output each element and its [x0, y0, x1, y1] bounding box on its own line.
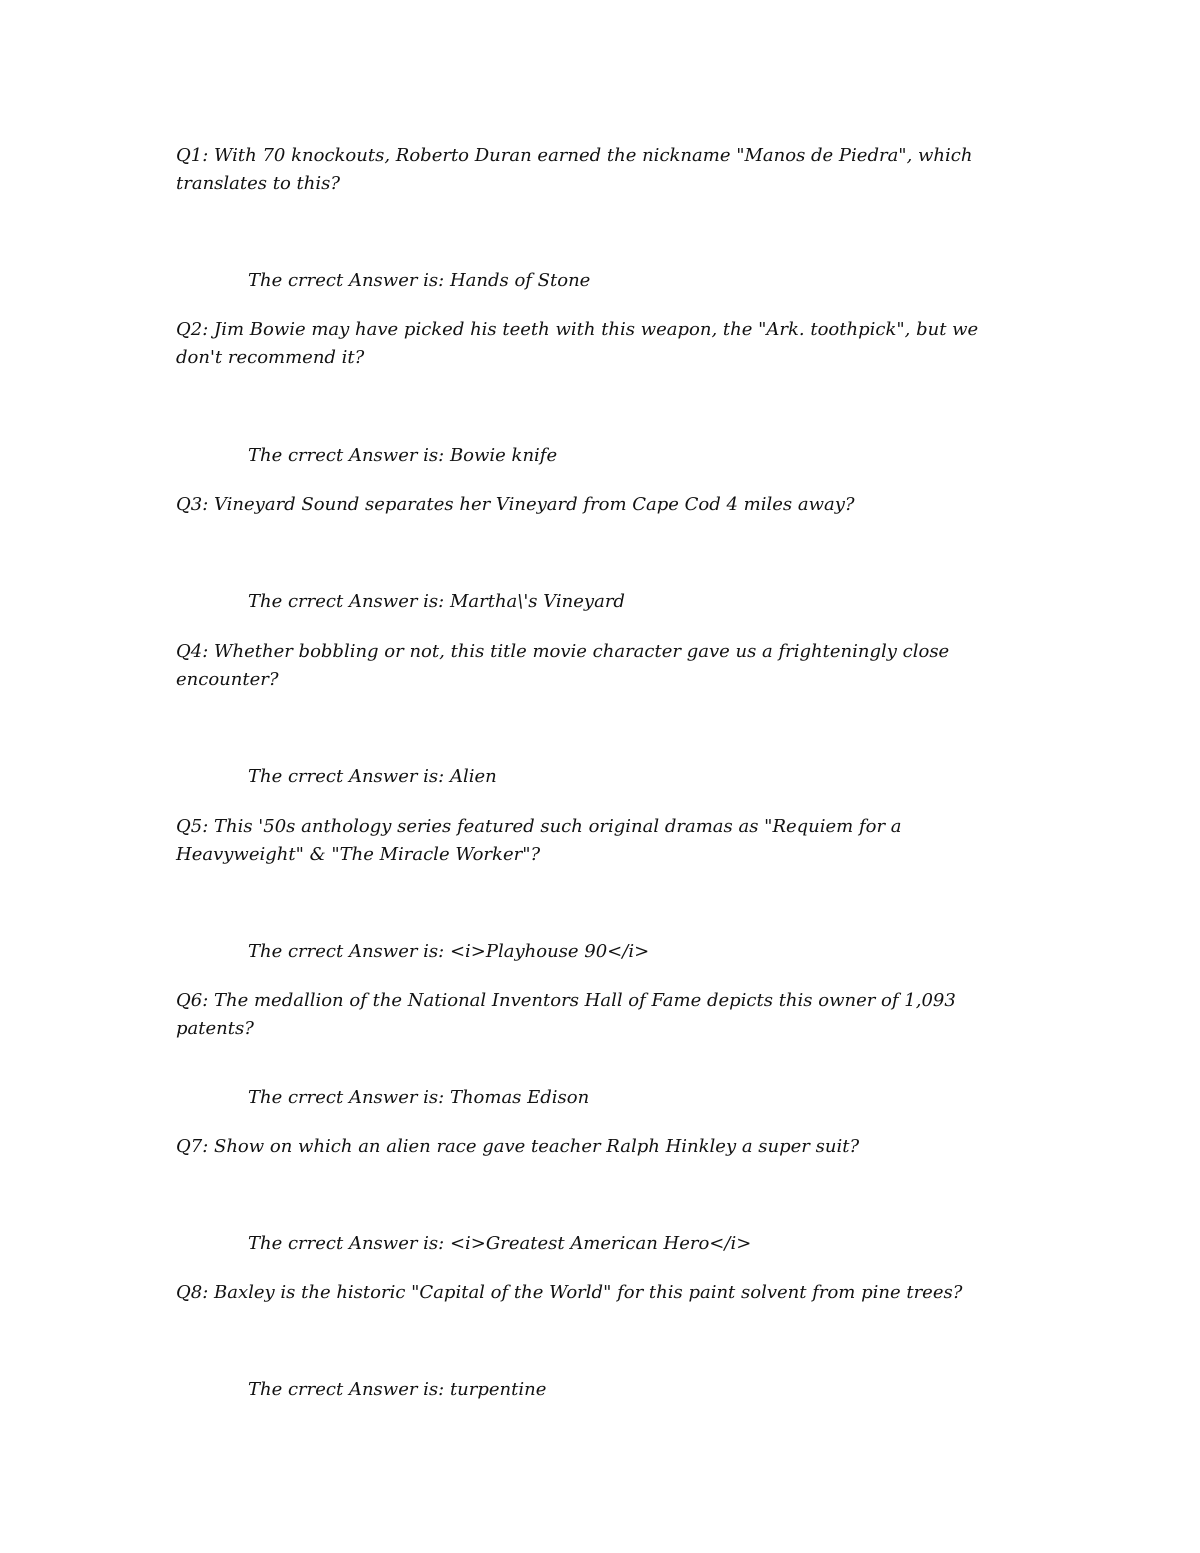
question-3: Q3: Vineyard Sound separates her Vineyard from Cape Cod 4 miles away?	[176, 494, 855, 515]
question-7: Q7: Show on which an alien race gave teacher Ralph Hinkley a super suit?	[176, 1136, 860, 1157]
answer-5: The crrect Answer is: <i>Playhouse 90</i>	[248, 941, 650, 962]
question-5: Q5: This '50s anthology series featured such original dramas as "Requiem for a Heavyweight" & "The Miracle Worker"?	[176, 816, 902, 865]
answer-7: The crrect Answer is: <i>Greatest American Hero</i>	[248, 1233, 752, 1254]
question-8: Q8: Baxley is the historic "Capital of the World" for this paint solvent from pine trees?	[176, 1282, 963, 1303]
answer-4: The crrect Answer is: Alien	[248, 766, 497, 787]
answer-1: The crrect Answer is: Hands of Stone	[248, 270, 591, 291]
question-4: Q4: Whether bobbling or not, this title movie character gave us a frighteningly close encounter?	[176, 641, 950, 690]
answer-2: The crrect Answer is: Bowie knife	[248, 445, 558, 466]
answer-8: The crrect Answer is: turpentine	[248, 1379, 547, 1400]
question-1: Q1: With 70 knockouts, Roberto Duran earned the nickname "Manos de Piedra", which translates to this?	[176, 145, 973, 194]
question-6: Q6: The medallion of the National Inventors Hall of Fame depicts this owner of 1,093 patents?	[176, 990, 956, 1039]
answer-6: The crrect Answer is: Thomas Edison	[248, 1087, 590, 1108]
answer-3: The crrect Answer is: Martha\'s Vineyard	[248, 591, 625, 612]
question-2: Q2: Jim Bowie may have picked his teeth with this weapon, the "Ark. toothpick", but we don't recommend it?	[176, 319, 979, 368]
